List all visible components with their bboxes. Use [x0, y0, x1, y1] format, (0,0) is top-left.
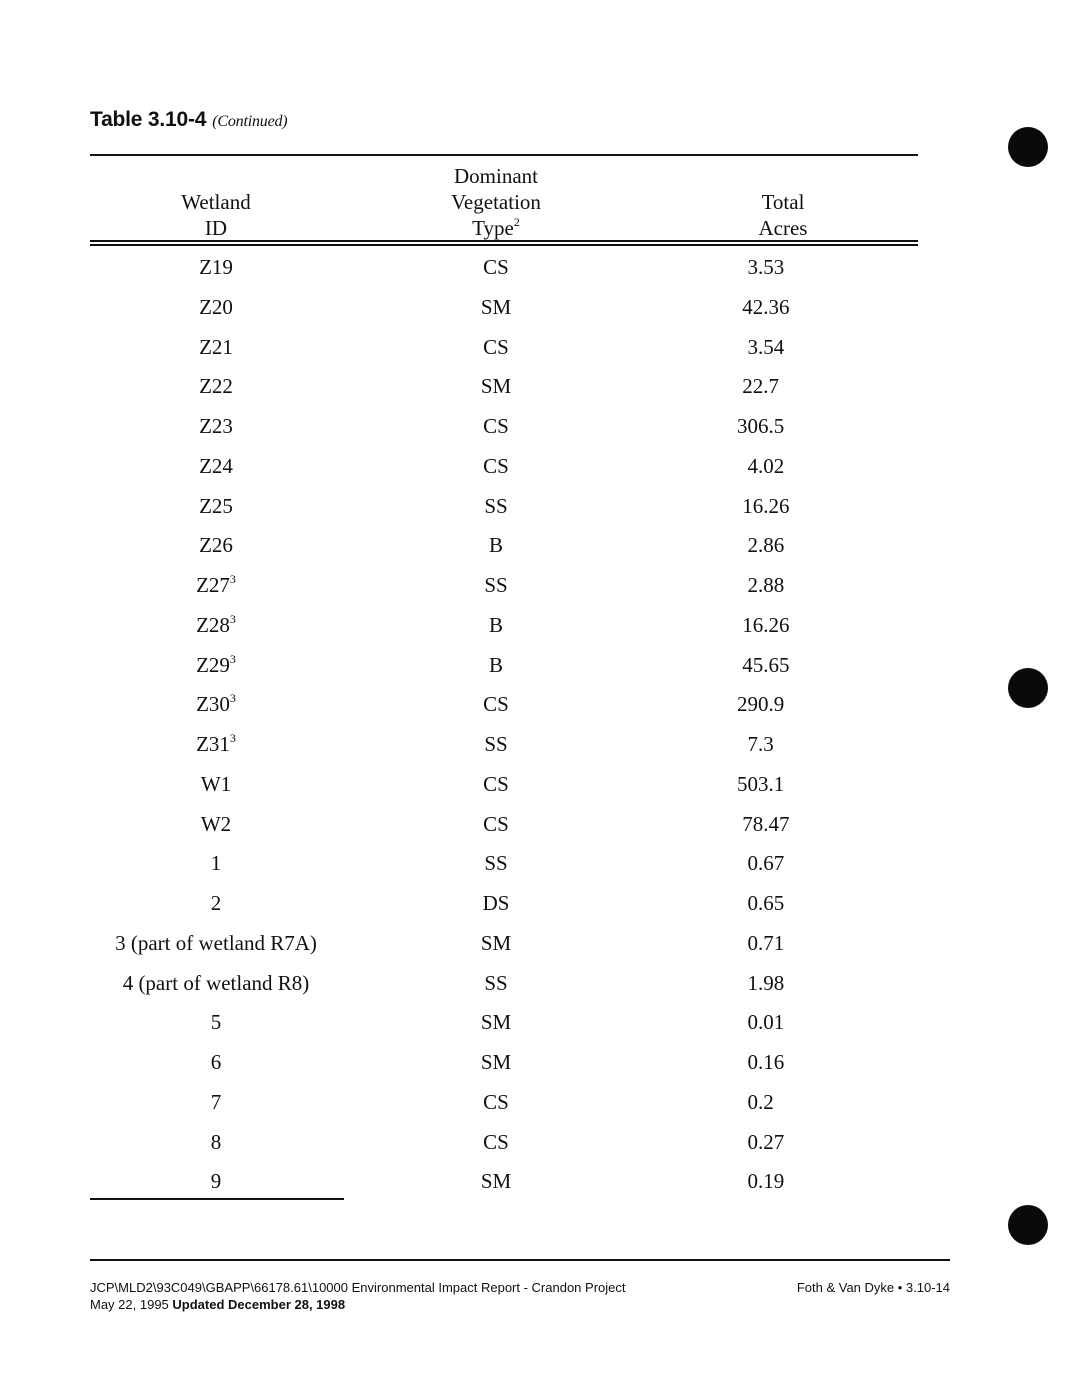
wetland-id-text: W1 [200, 771, 232, 796]
wetland-id-footnote: 3 [229, 611, 236, 626]
total-acres-cell: 0.71 [737, 930, 785, 955]
table-row [0, 254, 1068, 294]
wetland-id-cell [90, 1049, 342, 1075]
wetland-id-footnote: 3 [229, 691, 236, 706]
total-acres-cell: 0.65 [737, 891, 785, 915]
wetland-id-cell [90, 691, 342, 717]
wetland-id-cell [90, 1009, 342, 1035]
table-title-continued: (Continued) [212, 113, 288, 130]
wetland-id-text: Z19 [199, 255, 233, 279]
table-row [0, 1168, 1068, 1208]
wetland-id-text: Z23 [199, 414, 233, 438]
table-bottom-rule [90, 1198, 344, 1200]
header-acres-line1: Total [761, 190, 805, 214]
vegetation-type-cell: CS [483, 334, 509, 359]
table-row [0, 811, 1068, 851]
footer-company-page: Foth & Van Dyke • 3.10-14 [796, 1280, 950, 1295]
wetland-id-text: 3 (part of wetland R7A) [115, 930, 317, 955]
total-acres-cell: 0.27 [737, 1129, 785, 1154]
vegetation-type-cell: CS [483, 255, 509, 279]
total-acres-cell: 0.2 [737, 1089, 774, 1114]
header-wetland-id-line1: Wetland [181, 190, 251, 214]
vegetation-type-cell: CS [483, 811, 509, 836]
total-acres-cell: 7.3 [737, 732, 774, 756]
wetland-id-cell [90, 334, 342, 360]
wetland-id-text: Z28 [196, 612, 230, 637]
vegetation-type-cell: DS [482, 891, 510, 915]
total-acres-cell: 42.36 [737, 294, 790, 319]
total-acres-cell: 3.53 [737, 255, 785, 279]
total-acres-cell: 0.01 [737, 1010, 785, 1035]
table-row [0, 970, 1068, 1010]
wetland-id-text: 1 [210, 851, 222, 876]
wetland-id-cell [90, 294, 342, 320]
header-wetland-id-line2: ID [204, 216, 228, 240]
table-row [0, 453, 1068, 493]
table-row [0, 572, 1068, 612]
wetland-id-cell [90, 493, 342, 519]
vegetation-type-cell: SS [484, 732, 508, 756]
wetland-id-text: Z30 [196, 692, 230, 717]
table-row [0, 691, 1068, 731]
footer-report: Environmental Impact Report - Crandon Project [351, 1280, 626, 1295]
total-acres-cell: 1.98 [737, 970, 785, 995]
wetland-id-cell [90, 731, 342, 757]
wetland-id-cell [90, 1129, 342, 1155]
vegetation-type-cell: CS [483, 414, 509, 438]
vegetation-type-cell: SM [480, 294, 512, 319]
table-row [0, 1049, 1068, 1089]
wetland-id-footnote: 3 [229, 572, 236, 586]
table-row [0, 850, 1068, 890]
vegetation-type-cell: CS [483, 1129, 509, 1154]
footer-left [90, 1279, 626, 1313]
wetland-id-cell [90, 771, 342, 797]
binder-hole-dot-middle [1008, 668, 1048, 708]
wetland-id-text: Z31 [196, 732, 230, 756]
vegetation-type-cell: SS [484, 851, 508, 876]
header-acres-line2: Acres [758, 216, 808, 240]
table-top-rule [90, 154, 918, 156]
wetland-id-cell [90, 970, 342, 996]
footer-path: JCP\MLD2\93C049\GBAPP\66178.61\10000 [90, 1280, 349, 1295]
table-title [90, 108, 287, 132]
footer-date: May 22, 1995 [90, 1297, 169, 1312]
total-acres-cell: 16.26 [737, 493, 790, 518]
table-row [0, 890, 1068, 930]
vegetation-type-cell: CS [483, 692, 509, 717]
vegetation-type-cell: CS [483, 1089, 509, 1114]
wetland-id-cell [90, 811, 342, 837]
total-acres-cell: 503.1 [737, 771, 785, 796]
binder-hole-dot-top [1008, 127, 1048, 167]
wetland-id-cell [90, 373, 342, 399]
vegetation-type-cell: SS [484, 493, 508, 518]
table-row [0, 334, 1068, 374]
wetland-id-text: Z22 [199, 374, 233, 399]
wetland-id-cell [90, 1089, 342, 1115]
total-acres-cell: 2.88 [737, 573, 785, 597]
table-row [0, 1089, 1068, 1129]
table-row [0, 373, 1068, 413]
wetland-id-text: Z29 [196, 652, 230, 677]
wetland-id-footnote: 3 [229, 731, 236, 745]
total-acres-cell: 0.16 [737, 1050, 785, 1074]
total-acres-cell: 290.9 [737, 692, 785, 717]
header-vegetation-footnote: 2 [513, 215, 520, 229]
table-row [0, 612, 1068, 652]
wetland-id-cell [90, 890, 342, 916]
wetland-id-cell [90, 930, 342, 956]
wetland-id-text: Z21 [199, 334, 233, 359]
wetland-id-text: Z24 [199, 453, 233, 478]
wetland-id-text: 9 [210, 1169, 222, 1194]
table-row [0, 1129, 1068, 1169]
total-acres-cell: 45.65 [737, 652, 790, 677]
wetland-id-cell [90, 254, 342, 280]
vegetation-type-cell: CS [483, 453, 509, 478]
total-acres-cell: 4.02 [737, 453, 785, 478]
vegetation-type-cell: SM [480, 1050, 512, 1074]
footer-rule [90, 1259, 950, 1261]
table-row [0, 413, 1068, 453]
total-acres-cell: 0.67 [737, 851, 785, 876]
header-double-rule-top [90, 240, 918, 242]
vegetation-type-cell: SS [484, 573, 508, 597]
header-vegetation-line2: Vegetation [451, 190, 541, 214]
total-acres-cell: 306.5 [737, 414, 785, 438]
wetland-id-text: Z25 [199, 493, 233, 518]
wetland-id-text: W2 [200, 811, 232, 836]
vegetation-type-cell: B [488, 533, 503, 558]
wetland-id-text: 2 [210, 891, 222, 915]
wetland-id-cell [90, 1168, 342, 1194]
wetland-id-cell [90, 850, 342, 876]
table-row [0, 731, 1068, 771]
table-row [0, 294, 1068, 334]
header-vegetation-line1: Dominant [454, 164, 538, 188]
table-row [0, 493, 1068, 533]
table-row [0, 652, 1068, 692]
vegetation-type-cell: SM [480, 930, 512, 955]
wetland-id-cell [90, 612, 342, 638]
wetland-id-text: Z20 [199, 294, 233, 319]
total-acres-cell: 78.47 [737, 811, 790, 836]
vegetation-type-cell: SS [484, 970, 508, 995]
wetland-id-cell [90, 413, 342, 439]
table-row [0, 1009, 1068, 1049]
table-row [0, 930, 1068, 970]
header-wetland-id [90, 189, 342, 241]
wetland-id-cell [90, 572, 342, 598]
binder-hole-dot-bottom [1008, 1205, 1048, 1245]
wetland-id-cell [90, 532, 342, 558]
total-acres-cell: 0.19 [737, 1169, 785, 1194]
footer-updated: Updated December 28, 1998 [172, 1297, 346, 1312]
wetland-id-cell [90, 453, 342, 479]
header-double-rule-bottom [90, 244, 918, 246]
wetland-id-text: 8 [210, 1129, 222, 1154]
total-acres-cell: 2.86 [737, 533, 785, 558]
header-vegetation-type [396, 163, 596, 241]
vegetation-type-cell: SM [480, 1010, 512, 1035]
wetland-id-footnote: 3 [229, 651, 236, 666]
total-acres-cell: 3.54 [737, 334, 785, 359]
vegetation-type-cell: SM [480, 374, 512, 399]
header-total-acres [733, 189, 833, 241]
wetland-id-text: 6 [210, 1050, 222, 1074]
vegetation-type-cell: B [488, 652, 503, 677]
vegetation-type-cell: B [488, 612, 503, 637]
wetland-id-text: 5 [210, 1010, 222, 1035]
header-vegetation-line3: Type [472, 216, 514, 240]
table-row [0, 532, 1068, 572]
wetland-id-cell [90, 652, 342, 678]
wetland-id-text: 4 (part of wetland R8) [122, 970, 310, 995]
wetland-id-text: 7 [210, 1089, 222, 1114]
vegetation-type-cell: CS [483, 771, 509, 796]
table-row [0, 771, 1068, 811]
total-acres-cell: 16.26 [737, 612, 790, 637]
vegetation-type-cell: SM [480, 1169, 512, 1194]
wetland-id-text: Z26 [199, 533, 233, 558]
table-title-main: Table 3.10-4 [90, 108, 207, 131]
total-acres-cell: 22.7 [737, 374, 779, 399]
wetland-id-text: Z27 [196, 573, 230, 597]
